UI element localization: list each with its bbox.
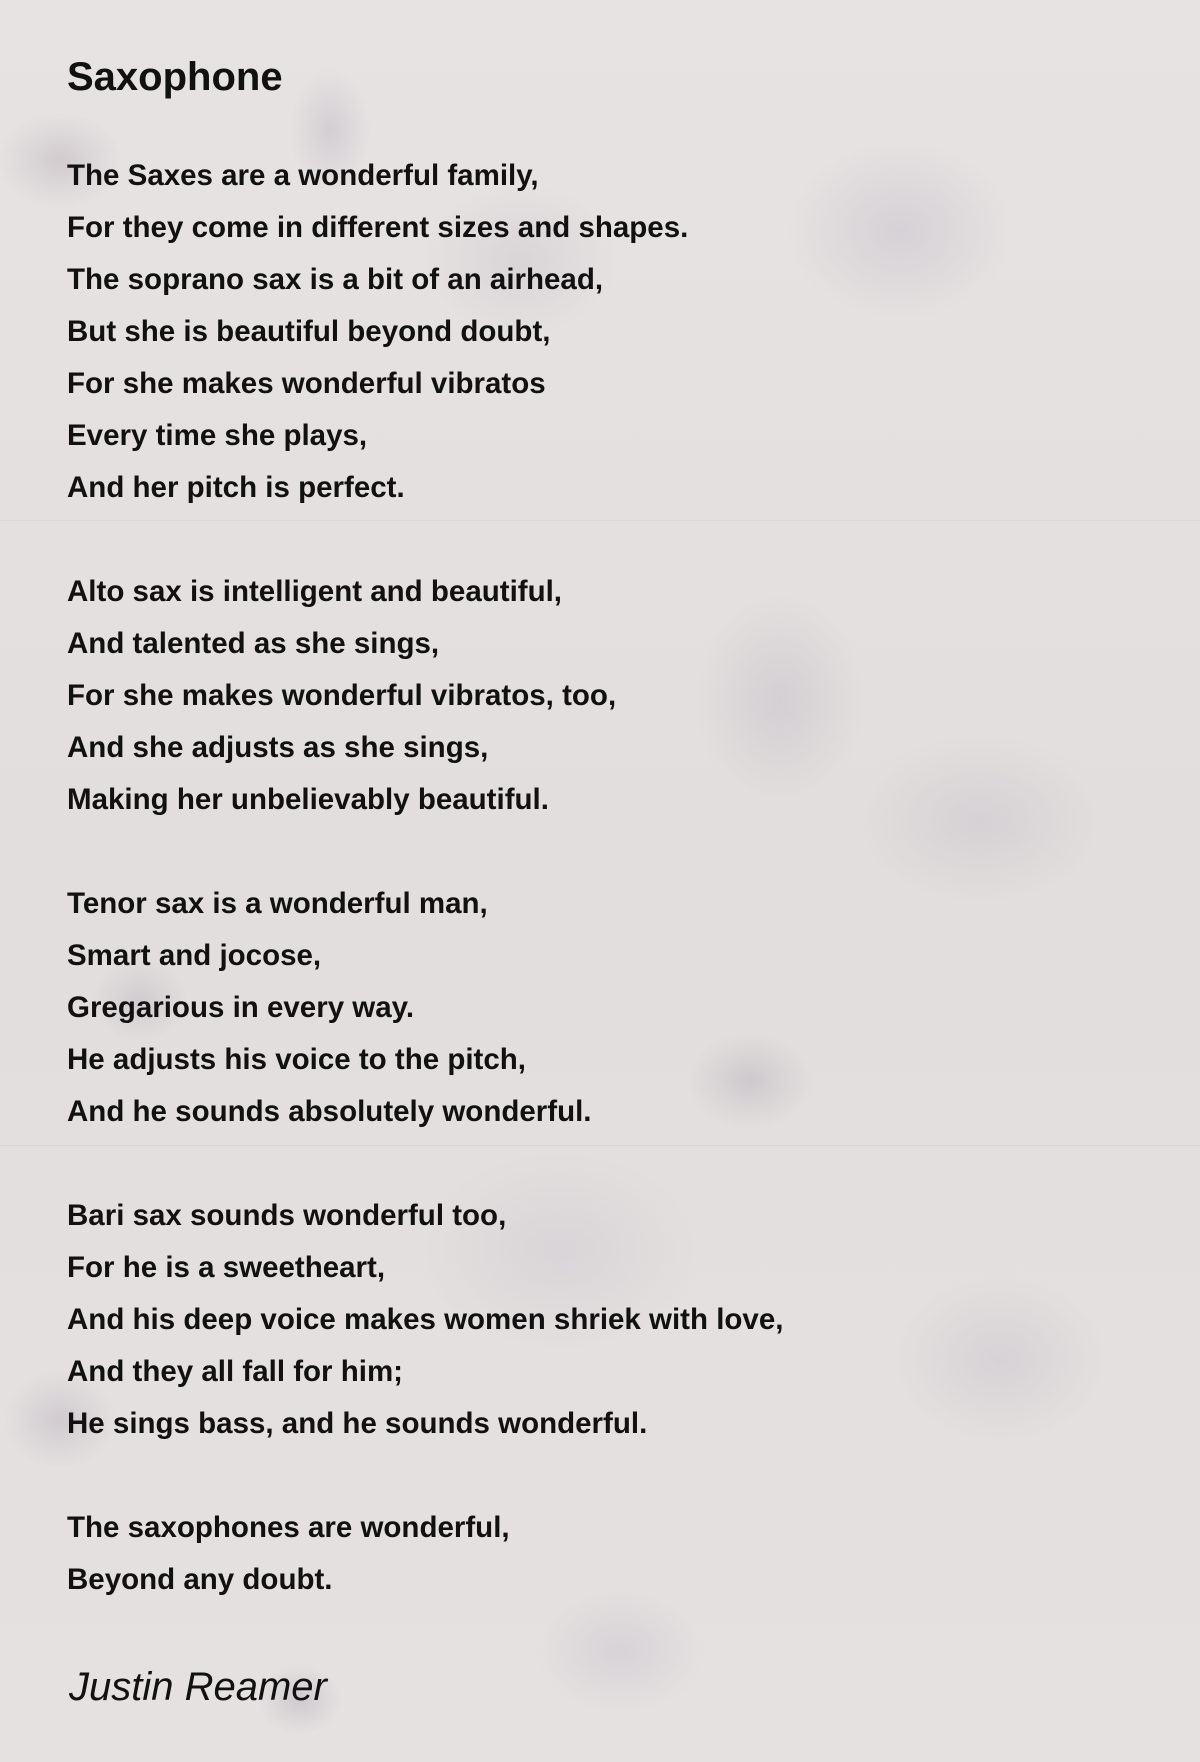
poem-line: For they come in different sizes and shapes. xyxy=(67,211,689,244)
stanza-1 xyxy=(67,150,783,514)
poem-line: Bari sax sounds wonderful too, xyxy=(67,1199,507,1232)
poem-line: He adjusts his voice to the pitch, xyxy=(67,1043,526,1076)
poem-line: Beyond any doubt. xyxy=(67,1563,333,1596)
poem-line: But she is beautiful beyond doubt, xyxy=(67,315,551,348)
poem-line: The soprano sax is a bit of an airhead, xyxy=(67,263,604,296)
poem-line: And he sounds absolutely wonderful. xyxy=(67,1095,592,1128)
poem-line: Making her unbelievably beautiful. xyxy=(67,783,549,816)
poem-line: And she adjusts as she sings, xyxy=(67,731,489,764)
poem-author: Justin Reamer xyxy=(69,1665,327,1709)
stanza-2 xyxy=(67,566,783,826)
poem-line: And her pitch is perfect. xyxy=(67,471,405,504)
poem-line: The saxophones are wonderful, xyxy=(67,1511,510,1544)
poem-body xyxy=(67,150,783,1658)
poem-line: The Saxes are a wonderful family, xyxy=(67,159,539,192)
stanza-4 xyxy=(67,1190,783,1450)
stanza-5 xyxy=(67,1502,783,1606)
poem-title: Saxophone xyxy=(67,55,283,99)
poem-line: And talented as she sings, xyxy=(67,627,440,660)
poem-line: He sings bass, and he sounds wonderful. xyxy=(67,1407,648,1440)
poem-line: Gregarious in every way. xyxy=(67,991,415,1024)
poem-line: For he is a sweetheart, xyxy=(67,1251,386,1284)
poem-line: For she makes wonderful vibratos, too, xyxy=(67,679,617,712)
poem-line: Alto sax is intelligent and beautiful, xyxy=(67,575,563,608)
poem-line: Smart and jocose, xyxy=(67,939,322,972)
stanza-3 xyxy=(67,878,783,1138)
poem-line: For she makes wonderful vibratos xyxy=(67,367,546,400)
poem-line: And they all fall for him; xyxy=(67,1355,403,1388)
poem-line: And his deep voice makes women shriek with love, xyxy=(67,1303,784,1336)
poem-line: Tenor sax is a wonderful man, xyxy=(67,887,488,920)
poem-line: Every time she plays, xyxy=(67,419,368,452)
